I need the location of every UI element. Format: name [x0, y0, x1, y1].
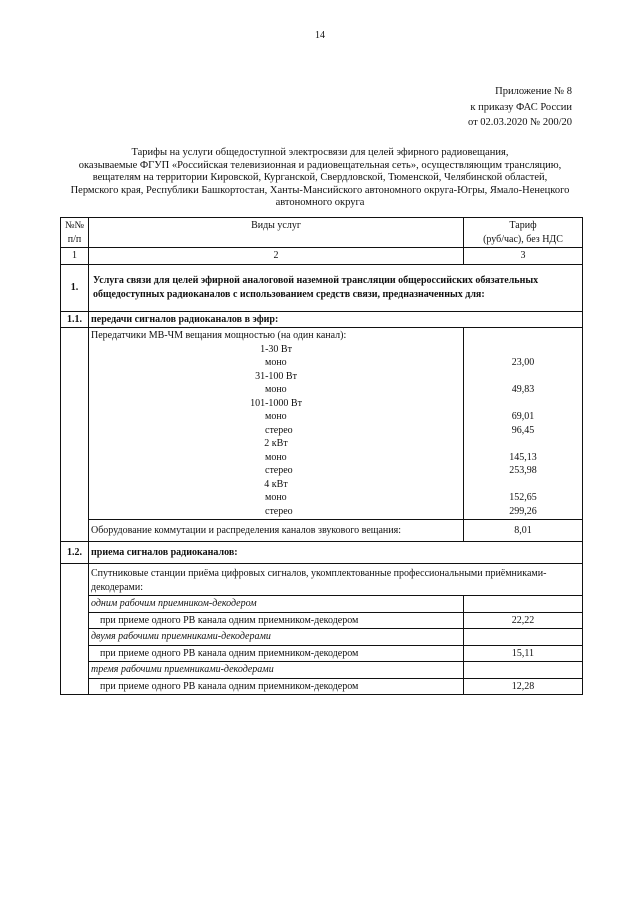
title-line: автономного округа: [275, 197, 365, 209]
title-line: оказываемые ФГУП «Российская телевизионная и радиовещательная сеть», осуществляющим трансляцию,: [78, 159, 562, 171]
subsection-1-2-row: [61, 541, 583, 564]
header-tariff-cell: [464, 218, 583, 248]
mode-label: моно: [265, 451, 287, 463]
transmitter-list: [91, 343, 461, 519]
header-services-cell: Виды услуг: [89, 218, 464, 248]
subsection-num: 1.2.: [61, 541, 89, 564]
tariff-value: [466, 343, 580, 357]
mode-label: моно: [265, 384, 287, 395]
transmitters-services-cell: [89, 328, 464, 520]
power-range-label: 2 кВт: [264, 438, 288, 449]
empty-num-cell: [61, 564, 89, 695]
power-range-label: 1-30 Вт: [260, 343, 292, 355]
satellite-intro-row: [61, 564, 583, 596]
title-line: Тарифы на услуги общедоступной электросвязи для целей эфирного радиовещания,: [131, 147, 509, 158]
colnum-cell: 2: [89, 248, 464, 265]
mode-label: моно: [265, 357, 287, 368]
tariff-value: 299,26: [509, 505, 537, 517]
header-num-line: №№: [64, 220, 85, 231]
satellite-intro: Спутниковые станции приёма цифровых сигналов, укомплектованные профессиональными приёмниками-декодерами:: [89, 564, 583, 596]
transmitter-values: [466, 343, 580, 519]
section-num: 1.: [61, 264, 89, 311]
column-numbers-row: [61, 248, 583, 265]
power-range-label: 101-1000 Вт: [250, 397, 302, 409]
tariff-value: [466, 478, 580, 492]
satellite-item-row: [61, 678, 583, 695]
mode-label: стерео: [265, 465, 293, 476]
satellite-value: 15,11: [464, 645, 583, 662]
appendix-line: к приказу ФАС России: [470, 101, 572, 113]
tariff-table: [60, 217, 583, 695]
mode-label: стерео: [265, 424, 293, 436]
mode-label: стерео: [265, 505, 293, 517]
tariff-value: 253,98: [509, 465, 537, 476]
equipment-label: Оборудование коммутации и распределения каналов звукового вещания:: [89, 520, 464, 542]
header-tariff-line: (руб/час), без НДС: [483, 233, 563, 245]
header-num-line: п/п: [67, 233, 82, 245]
appendix-line: от 02.03.2020 № 200/20: [467, 117, 572, 128]
transmitters-values-cell: [464, 328, 583, 520]
tariff-value: 49,83: [511, 384, 535, 395]
header-tariff-line: Тариф: [509, 220, 537, 231]
tariff-value: 145,13: [509, 451, 537, 463]
satellite-item: при приеме одного РВ канала одним приемником-декодером: [89, 612, 464, 629]
mode-label: моно: [265, 492, 287, 503]
tariff-value: 96,45: [511, 424, 535, 436]
tariff-value: [466, 437, 580, 451]
satellite-item: при приеме одного РВ канала одним приемником-декодером: [89, 678, 464, 695]
appendix-line: Приложение № 8: [495, 86, 572, 97]
tariff-value: 69,01: [511, 411, 535, 422]
empty-value-cell: [464, 629, 583, 646]
satellite-group-heading-row: [61, 596, 583, 613]
empty-value-cell: [464, 662, 583, 679]
title-line: Пермского края, Республики Башкортостан, Ханты-Мансийского автономного округа-Югры, Ямало-Ненецкого: [70, 184, 570, 196]
satellite-group-heading: тремя рабочими приемниками-декодерами: [89, 662, 464, 679]
colnum-cell: 1: [61, 248, 89, 265]
subsection-text: приема сигналов радиоканалов:: [89, 541, 583, 564]
equipment-value: 8,01: [464, 520, 583, 542]
satellite-item-row: [61, 645, 583, 662]
satellite-item: при приеме одного РВ канала одним приемником-декодером: [89, 645, 464, 662]
value-spacer: [466, 329, 580, 343]
satellite-value: 22,22: [464, 612, 583, 629]
mode-label: моно: [265, 411, 287, 422]
header-num-cell: [61, 218, 89, 248]
empty-num-cell: [61, 328, 89, 542]
appendix-block: [468, 84, 572, 131]
subsection-text: передачи сигналов радиоканалов в эфир:: [89, 311, 583, 328]
satellite-group-heading: двумя рабочими приемниками-декодерами: [89, 629, 464, 646]
tariff-value: 152,65: [509, 492, 537, 503]
tariff-value: [466, 370, 580, 384]
subsection-num: 1.1.: [61, 311, 89, 328]
table-header-row: [61, 218, 583, 248]
tariff-value: 23,00: [511, 357, 535, 368]
empty-value-cell: [464, 596, 583, 613]
satellite-value: 12,28: [464, 678, 583, 695]
satellite-group-heading-row: [61, 662, 583, 679]
title-line: вещателям на территории Кировской, Курганской, Свердловской, Тюменской, Челябинской областей,: [92, 172, 548, 184]
equipment-row: [61, 520, 583, 542]
subsection-1-1-row: [61, 311, 583, 328]
satellite-group-heading: одним рабочим приемником-декодером: [89, 596, 464, 613]
satellite-group-heading-row: [61, 629, 583, 646]
power-range-label: 31-100 Вт: [255, 370, 297, 382]
transmitters-intro: Передатчики МВ-ЧМ вещания мощностью (на один канал):: [91, 330, 347, 341]
section-1-row: [61, 264, 583, 311]
colnum-cell: 3: [464, 248, 583, 265]
power-range-label: 4 кВт: [264, 478, 288, 490]
document-title: [58, 147, 582, 210]
transmitters-row: [61, 328, 583, 520]
section-text: Услуга связи для целей эфирной аналоговой наземной трансляции общероссийских обязательных общедоступных радиоканалов с использованием средств связи, предназначенных для:: [89, 264, 583, 311]
tariff-value: [466, 397, 580, 411]
page-number: 14: [315, 30, 325, 41]
satellite-item-row: [61, 612, 583, 629]
